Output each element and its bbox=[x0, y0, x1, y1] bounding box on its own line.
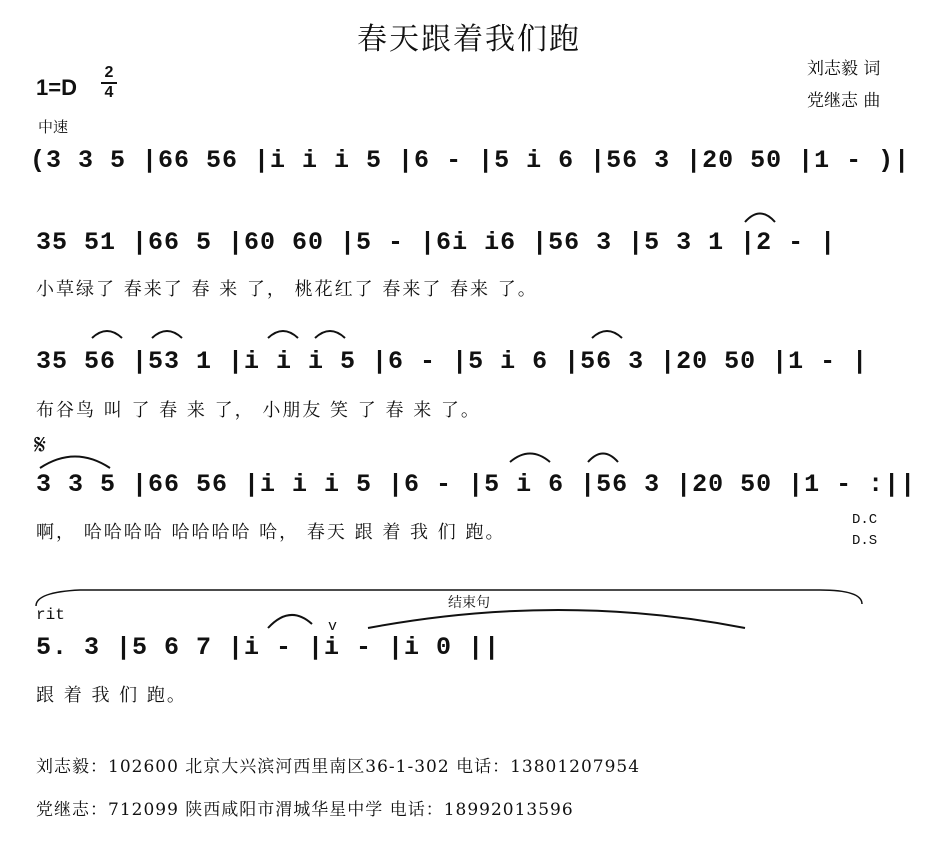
lyric-row-5: 跟 着 我 们 跑。 bbox=[36, 685, 187, 706]
notation-row-2: 35 51 |66 5 |60 60 |5 - |6i i6 |56 3 |5 3 1 |2 - | bbox=[36, 228, 837, 257]
slur-row4-a bbox=[40, 457, 110, 469]
segno-sign: 𝄋 bbox=[34, 428, 47, 461]
key-signature: 1=D bbox=[36, 75, 77, 100]
contact-composer: 党继志：712099 陕西咸阳市渭城华星中学 电话：18992013596 bbox=[36, 800, 574, 820]
lyric-row-2: 小草绿了 春来了 春 来 了， 桃花红了 春来了 春来 了。 bbox=[36, 279, 538, 300]
slur-row3-c bbox=[268, 331, 298, 338]
rit-marking: rit bbox=[36, 606, 65, 624]
rit-bracket bbox=[36, 590, 862, 606]
slur-row4-c bbox=[588, 454, 618, 463]
slur-ending-b bbox=[368, 610, 745, 628]
notation-row-4: 3 3 5 |66 56 |i i i 5 |6 - |5 i 6 |56 3 |20 50 |1 - :|| bbox=[36, 470, 917, 499]
notation-row-3: 35 56 |53 1 |i i i 5 |6 - |5 i 6 |56 3 |20 50 |1 - | bbox=[36, 347, 869, 376]
notation-row-5: 5. 3 |5 6 7 |i - |i - |i 0 || bbox=[36, 633, 501, 662]
slur-row3-e bbox=[592, 331, 622, 338]
contact-lyricist: 刘志毅：102600 北京大兴滨河西里南区36-1-302 电话：13801207954 bbox=[36, 757, 641, 777]
ending-label: 结束句 bbox=[448, 596, 490, 612]
slur-row3-a bbox=[92, 331, 122, 338]
slur-row2 bbox=[745, 214, 775, 223]
time-signature-bottom: 4 bbox=[104, 84, 114, 101]
slur-ending-a bbox=[268, 615, 312, 628]
lyricist-credit: 刘志毅 词 bbox=[807, 59, 881, 79]
slur-row4-b bbox=[510, 454, 550, 463]
dc-mark: D.C bbox=[852, 512, 878, 528]
song-title: 春天跟着我们跑 bbox=[357, 22, 581, 57]
slur-row3-d bbox=[315, 331, 345, 338]
lyric-row-4: 啊， 哈哈哈哈 哈哈哈哈 哈， 春天 跟 着 我 们 跑。 bbox=[36, 522, 506, 543]
lyric-row-3: 布谷鸟 叫 了 春 来 了， 小朋友 笑 了 春 来 了。 bbox=[36, 400, 481, 421]
ds-mark: D.S bbox=[852, 533, 878, 549]
breath-mark: v bbox=[328, 618, 338, 635]
composer-credit: 党继志 曲 bbox=[807, 91, 881, 111]
time-signature-top: 2 bbox=[104, 64, 114, 81]
notation-row-1: (3 3 5 |66 56 |i i i 5 |6 - |5 i 6 |56 3 |20 50 |1 - )| bbox=[30, 146, 911, 175]
tempo-marking: 中速 bbox=[38, 118, 69, 136]
slur-row3-b bbox=[152, 331, 182, 338]
